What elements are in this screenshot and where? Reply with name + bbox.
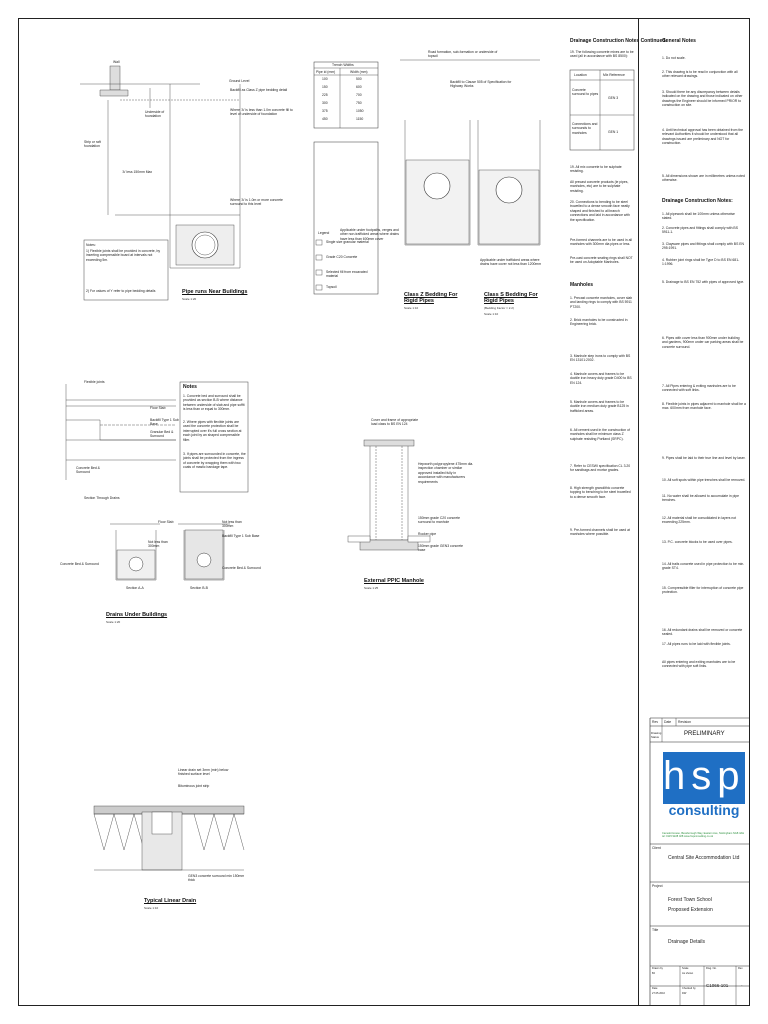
manhole-note: 2. Brick manholes to be constructed in Engineering brick. [570,318,628,327]
address-text: Camelot House, Bessborough Way, Eastern Ave, Nottingham NG8 3AH tel: 0115 9228 028 www.hspconsulting.co.uk [662,832,745,838]
notes2-heading: Notes [183,384,197,390]
trench-row: 225 [322,93,328,97]
construction-note: 15. Compressible filler for interruption of concrete pipe protection. [662,586,744,595]
construction-note: 2. Concrete pipes and fittings shall comply with BS 5911-1. [662,226,738,235]
note-1: 1) Flexible joints shall be provided in concrete, by inserting compressible board at intervals not exceeding 5m. [86,249,161,262]
legend-item: Topsoil [326,285,337,289]
trench-row: 100 [322,77,328,81]
mix-row: Connections and surrounds to manholes [572,122,598,135]
manhole-note: 4. Manhole covers and frames to be ductile iron heavy duty grade D400 to BS EN 124. [570,372,632,385]
status-label: Drawing Status [651,731,662,740]
section-through-label: Section Through Drains [84,496,120,500]
backfill-type-label: Backfill Type 1 Sub Base [222,534,260,538]
cont-n20: 20. Connections to bending to be steel trowelled to a dense smooth face neatly shaped and finished to all branch connections and laid in accordance with the specification. [570,200,630,222]
class-z-title: Class Z Bedding For Rigid Pipes [404,292,458,304]
date-header: Date [664,720,672,724]
linear-label: Linear drain set 3mm (min) below finished surface level [178,768,229,777]
linear-drain-title: Typical Linear Drain [144,898,197,904]
concrete-bed-label-left: Concrete Bed & Surround [60,562,99,566]
construction-note: 16. All redundant drains shall be removed or concrete sealed. [662,628,743,637]
hsp-logo [663,752,745,820]
construction-note: 10. All soft spots within pipe trenches shall be removed. [662,478,746,482]
cont-notes-heading: Drainage Construction Notes Continued: [570,38,667,44]
granular-label: Granular Bed & Surround [150,430,174,439]
general-note: 5. All dimensions shown are in millimetres unless noted otherwise. [662,174,745,183]
trench-title: Trench Widths [332,63,354,67]
construction-note: 11. No water shall be allowed to accumulate in pipe trenches. [662,494,740,503]
manhole-note: 3. Manhole step irons to comply with BS EN 13101:2002. [570,354,631,363]
base-label: 150mm grade GEN3 concrete base [418,544,464,553]
linear-drain-scale: Scale 1:10 [144,906,159,910]
dwg-value: C1066-101 [706,983,729,988]
c20-label: 150mm grade C20 concrete surround to manhole [418,516,461,525]
floor-slab-label: Floor Slab [150,406,166,410]
mix-row: GEN 1 [608,130,619,134]
construction-note: 14. All trails concrete used in pipe protection to be min. grade ST4. [662,562,745,571]
backfill-type-label: Backfill Type 1 Sub Base [150,418,179,427]
logo-text-top: hsp [663,754,746,798]
road-label: Road formation, sub-formation or underside of topsoil [428,50,498,59]
construction-note: 7. All Pipes entering & exiting manholes are to be connected with soft links. [662,384,736,393]
construction-note: 3. Clayware pipes and fittings shall comply with BS EN 295:1991. [662,242,744,251]
cover-frame-label: Cover and frame of appropriate load class to BS EN 124 [371,418,419,427]
cont-p3: Pre-cast concrete seating rings shall NOT be used on Adoptable Manholes. [570,256,633,265]
cont-p1: All precast concrete products (ie pipes, manholes, etc) are to be sulphate resisting. [570,180,629,193]
note-2: 2) For values of Y refer to pipe bedding details [86,289,156,293]
not-less-label: Not less than 300mm [148,540,168,549]
a-less-label: 'A' less 150mm Max [122,170,153,174]
client-value: Central Site Accommodation Ltd [668,855,740,861]
trench-header-pipe: Pipe id (mm) [316,70,336,74]
client-label: Client [652,846,661,850]
scale-label: Scale [682,967,689,970]
mix-row: Concrete surround to pipes [572,88,599,97]
revision-header: Revision [678,720,692,724]
cont-n19: 19. The following concrete mixes are to be used (all in accordance with BS 8500): [570,50,634,59]
construction-note: All pipes entering and exiting manholes are to be connected with pipe soft links. [662,660,736,669]
bituminous-label: Bituminous joint strip [178,784,210,788]
drawn-label: Drawn by [652,967,663,970]
manhole-note: 7. Refer to CESWI specification CL 3.20 for sandbags and mortar grades. [570,464,631,473]
notes2-n2: 2. Where pipes with flexible joints are used the concrete protection shall be interrupted over it's full cross section at each joint by an shaped compressible filler. [183,420,242,442]
construction-note: 17. All pipes runs to be laid with flexible joints. [662,642,731,646]
general-note: 3. Should there be any discrepancy between details indicated on the drawing and those indicated on other drawings the Engineer should be informed PRIOR to construction on site. [662,90,743,108]
class-s-title: Class S Bedding For Rigid Pipes [484,292,538,304]
notes-heading: Notes: [86,243,96,247]
cont-p2: Pre-formed channels are to be used in all manholes with 300mm dia pipes or less. [570,238,633,247]
construction-note: 5. Drainage to BS EN 752 with pipes of approved type. [662,280,745,284]
strip-label: Strip or raft foundation [84,140,101,149]
flexible-label: Flexible joints [84,380,105,384]
manhole-title: External PPIC Manhole [364,578,424,584]
backfill-label: Backfill as Class Z pipe bedding detail [230,88,288,92]
construction-note: 12. All material shall be consolidated in layers not exceeding 225mm. [662,516,737,525]
where-a-label: Where 'A' is 1.0m or more concrete surround to this level [230,198,283,207]
legend-item: Single size granular material [326,240,369,244]
trench-row: 750 [356,101,362,105]
general-note: 1. Do not scale. [662,56,686,60]
general-note: 2. This drawing is to be read in conjunction with all other relevant drawings. [662,70,738,79]
rev-header: Rev [652,720,659,724]
cont-n19b: 19. All mix concrete to be sulphate resisting. [570,165,622,174]
trench-row: 450 [322,117,328,121]
trench-row: 700 [356,93,362,97]
construction-note: 1. All pipework shall be 100mm unless otherwise stated. [662,212,735,221]
ground-level-label: Ground Level [229,79,250,83]
construction-note: 6. Pipes with cover less than 900mm under building and gardens, 900mm under car parking areas shall be concrete surround. [662,336,744,349]
concrete-bed-label: Concrete Bed & Surround [222,566,261,570]
trench-header-width: Width (mm) [350,70,368,74]
trench-row: 500 [356,77,362,81]
rev-label: Rev [738,967,743,970]
manholes-heading: Manholes [570,282,594,288]
manhole-scale: Scale 1:25 [364,586,379,590]
rocker-label: Rocker pipe [418,532,437,536]
title-value: Drainage Details [668,939,705,945]
logo-text-bottom: consulting [668,802,740,818]
rev-value: - [741,983,743,988]
date-label: Date [652,987,658,990]
trench-row: 300 [322,101,328,105]
construction-note: 8. Flexible joints in pipes adjacent to manhole shall be a max. 600mm from manhole face. [662,402,746,411]
notes2-n3: 3. If pipes are surrounded in concrete, the joints shall be protected from the ingress of concrete by wrapping them with two coats of mastic bandage tape. [183,452,246,470]
manhole-note: 6. All cement used in the construction of manholes shall be minimum class Z sulphate resisting Portland (SRPC). [570,428,630,441]
manhole-note: 1. Precast concrete manholes, cover slab and landing rings to comply with BS 5911 PT200. [570,296,633,309]
status-value: PRELIMINARY [684,731,725,737]
class-s-sub: (Bedding Factor = 2.2) [484,306,514,310]
legend-item: Grade C20 Concrete [326,255,358,259]
construction-note: 13. P.C. concrete blocks to be used over pipes. [662,540,733,544]
general-note: 4. Until technical approval has been obtained from the relevant Authorities it should be understood that all drawings issued are preliminary and NOT for construction. [662,128,744,146]
mix-header-ref: Mix Reference [603,73,625,77]
mix-row: GEN 3 [608,96,619,100]
general-notes-heading: General Notes [662,38,696,44]
not-less-label: Not less than 300mm [222,520,242,529]
notes2-n1: 1. Concrete bed and surround shall be provided as section B-B where distance between underside of slab and pipe soffit is less than or equal to 300mm. [183,394,245,412]
under-buildings-title: Drains Under Buildings [106,612,168,618]
project-line1: Forest Town School [668,897,712,903]
under-buildings-scale: Scale 1:20 [106,620,121,624]
when-1m-label: Where 'A' is less than 1.0m concrete fill to level of underside of foundation [230,108,293,117]
manhole-note: 9. Pre-formed channels shall be used at manholes where possible. [570,528,630,537]
underside-label: Underside of foundation [145,110,165,119]
title-label: Title [652,928,659,932]
checked-label: Checked by [682,987,696,990]
drawn-value: BJ [652,972,656,975]
manhole-note: 5. Manhole covers and frames to be ductile iron medium duty grade B125 in trafficked areas. [570,400,629,413]
legend-title: Legend [318,231,330,235]
legend-item: Selected fill from excavated material [326,270,368,279]
applicable1-label: Applicable under footpaths, verges and other non-trafficked areas where drains have less than 600mm cover [340,228,399,241]
trench-row: 1050 [356,109,364,113]
near-buildings-title: Pipe runs Near Buildings [182,289,248,295]
hepworth-label: Hepworth polypropylene 475mm dia. inspection chamber or similar approved installed fully in accordance with manufacturers requirements [418,462,474,484]
trench-row: 375 [322,109,328,113]
class-z-scale: Scale 1:10 [404,306,419,310]
trench-row: 150 [322,85,328,89]
section-b-label: Section B-B [190,586,208,590]
section-a-label: Section A-A [126,586,144,590]
project-label: Project [652,884,663,888]
trench-row: 1150 [356,117,364,121]
construction-note: 4. Rubber joint rings shall be Type D to BS EN 681-1:1996. [662,258,740,267]
floor-slab-label: Floor Slab [158,520,174,524]
backfill2-label: Backfill to Clause 505 of Specification for Highway Works [450,80,512,89]
construction-notes-heading: Drainage Construction Notes: [662,198,733,204]
near-buildings-scale: Scale 1:20 [182,297,197,301]
trench-row: 600 [356,85,362,89]
manhole-note: 8. High strength granolithic concrete topping to benching to be steel trowelled to a dense smooth face. [570,486,631,499]
class-s-scale: Scale 1:10 [484,312,499,316]
construction-note: 9. Pipes shall be laid to their true line and level by laser. [662,456,746,460]
date-value: 27.05.2010 [652,992,665,995]
concrete-bed-label: Concrete Bed & Surround [76,466,100,475]
dwg-label: Dwg. No. [706,967,717,970]
checked-value: DW [682,992,687,995]
mix-header-location: Location [574,73,587,77]
gen3-label: GEN3 concrete surround min 150mm thick [188,874,245,883]
scale-value: As shown [682,972,694,975]
applicable2-label: Applicable under trafficked areas where drains have cover not less than 1200mm [480,258,542,267]
project-line2: Proposed Extension [668,907,713,913]
wall-label: Wall [113,60,120,64]
